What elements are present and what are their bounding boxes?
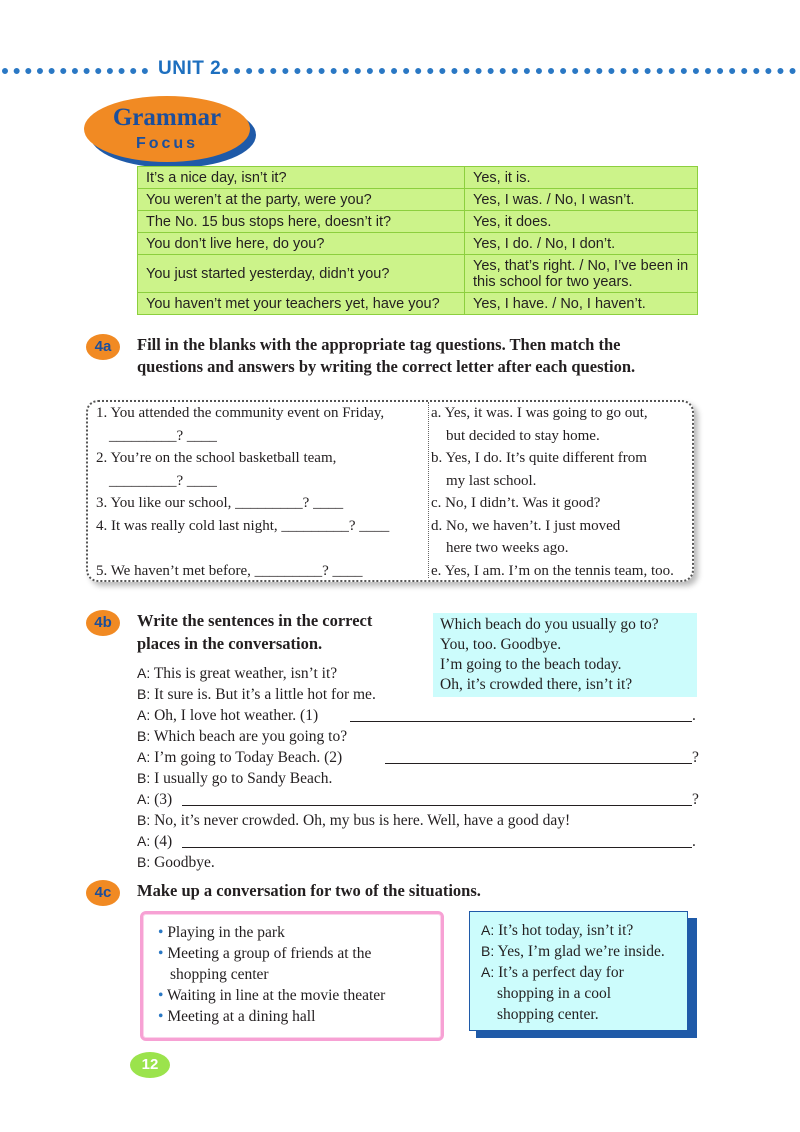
conversation-line: A: Oh, I love hot weather. (1) [137,707,319,724]
instruction-4b-line1: Write the sentences in the correct [137,611,373,630]
answer-d: d. No, we haven’t. I just moved [431,518,621,534]
answer-a: a. Yes, it was. I was going to go out, [431,405,648,421]
table-row [138,189,698,211]
conversation-line: B: It sure is. But it’s a little hot for me. [137,686,376,703]
table-cell: Yes, it does. [465,211,698,233]
situation-item: • Meeting at a dining hall [158,1008,316,1025]
instruction-4c: Make up a conversation for two of the situations. [137,881,481,900]
situation-item: • Waiting in line at the movie theater [158,987,386,1004]
dialogue-line: shopping center. [497,1006,599,1023]
conversation-line: A: (4) [137,833,173,850]
situation-item: • Playing in the park [158,924,285,941]
table-cell: You don’t live here, do you? [138,233,465,255]
answer-b: b. Yes, I do. It’s quite different from [431,450,647,466]
badge-subtitle: Focus [135,135,199,152]
sentence-option: Oh, it’s crowded there, isn’t it? [440,676,633,693]
dialogue-line: shopping in a cool [497,985,612,1002]
question-2: 2. You’re on the school basketball team, [96,450,337,466]
table-row [138,233,698,255]
table-cell: Yes, I was. / No, I wasn’t. [465,189,698,211]
grammar-table [137,166,698,315]
table-cell: You haven’t met your teachers yet, have you? [138,293,465,315]
conversation-line: B: No, it’s never crowded. Oh, my bus is here. Well, have a good day! [137,812,571,829]
table-cell: The No. 15 bus stops here, doesn’t it? [138,211,465,233]
exercise-4a-divider [428,402,429,578]
instruction-4a-line1: Fill in the blanks with the appropriate tag questions. Then match the [137,335,621,354]
answer-b-cont: my last school. [446,473,537,489]
table-cell: Yes, I do. / No, I don’t. [465,233,698,255]
answer-d-cont: here two weeks ago. [446,540,569,556]
question-4[interactable]: 4. It was really cold last night, _________? ____ [96,518,390,534]
header-dots-right [222,68,796,82]
page-number: 12 [130,1052,170,1078]
blank-2[interactable] [385,763,692,764]
table-row [138,167,698,189]
conversation-line: B: Goodbye. [137,854,215,871]
table-row [138,211,698,233]
dialogue-line: B: Yes, I’m glad we’re inside. [481,943,665,960]
conversation-line: B: Which beach are you going to? [137,728,348,745]
blank-1[interactable] [350,721,692,722]
conversation-line: B: I usually go to Sandy Beach. [137,770,333,787]
blank-4[interactable] [182,847,692,848]
blank-3[interactable] [182,805,692,806]
instruction-4b-line2: places in the conversation. [137,634,323,653]
section-label-4c: 4c [86,880,120,906]
question-1-blank[interactable]: _________? ____ [109,428,217,444]
answer-e: e. Yes, I am. I’m on the tennis team, too. [431,563,674,579]
table-cell: It’s a nice day, isn’t it? [138,167,465,189]
blank-1-end: . [692,707,696,724]
conversation-line: A: I’m going to Today Beach. (2) [137,749,343,766]
sentence-option: Which beach do you usually go to? [440,616,659,633]
instruction-4a-line2: questions and answers by writing the correct letter after each question. [137,357,636,376]
sentence-option: I’m going to the beach today. [440,656,622,673]
question-3[interactable]: 3. You like our school, _________? ____ [96,495,344,511]
answer-c: c. No, I didn’t. Was it good? [431,495,601,511]
question-1: 1. You attended the community event on Friday, [96,405,385,421]
table-cell: Yes, I have. / No, I haven’t. [465,293,698,315]
table-cell: You just started yesterday, didn’t you? [138,255,465,293]
badge-title: Grammar [112,104,222,131]
question-5[interactable]: 5. We haven’t met before, _________? ____ [96,563,363,579]
dialogue-line: A: It’s a perfect day for [481,964,624,981]
section-label-4a: 4a [86,334,120,360]
table-row [138,255,698,293]
unit-title: UNIT 2 [158,58,222,79]
blank-4-end: . [692,833,696,850]
sentence-option: You, too. Goodbye. [440,636,562,653]
question-2-blank[interactable]: _________? ____ [109,473,217,489]
table-row [138,293,698,315]
header-dots-left [2,68,148,82]
blank-2-end: ? [692,749,699,766]
conversation-line: A: This is great weather, isn’t it? [137,665,338,682]
situation-item-cont: shopping center [170,966,269,983]
conversation-line: A: (3) [137,791,173,808]
table-cell: Yes, it is. [465,167,698,189]
answer-a-cont: but decided to stay home. [446,428,600,444]
blank-3-end: ? [692,791,699,808]
table-cell: You weren’t at the party, were you? [138,189,465,211]
situation-item: • Meeting a group of friends at the [158,945,372,962]
dialogue-line: A: It’s hot today, isn’t it? [481,922,634,939]
section-label-4b: 4b [86,610,120,636]
table-cell: Yes, that’s right. / No, I’ve been in this school for two years. [465,255,698,293]
